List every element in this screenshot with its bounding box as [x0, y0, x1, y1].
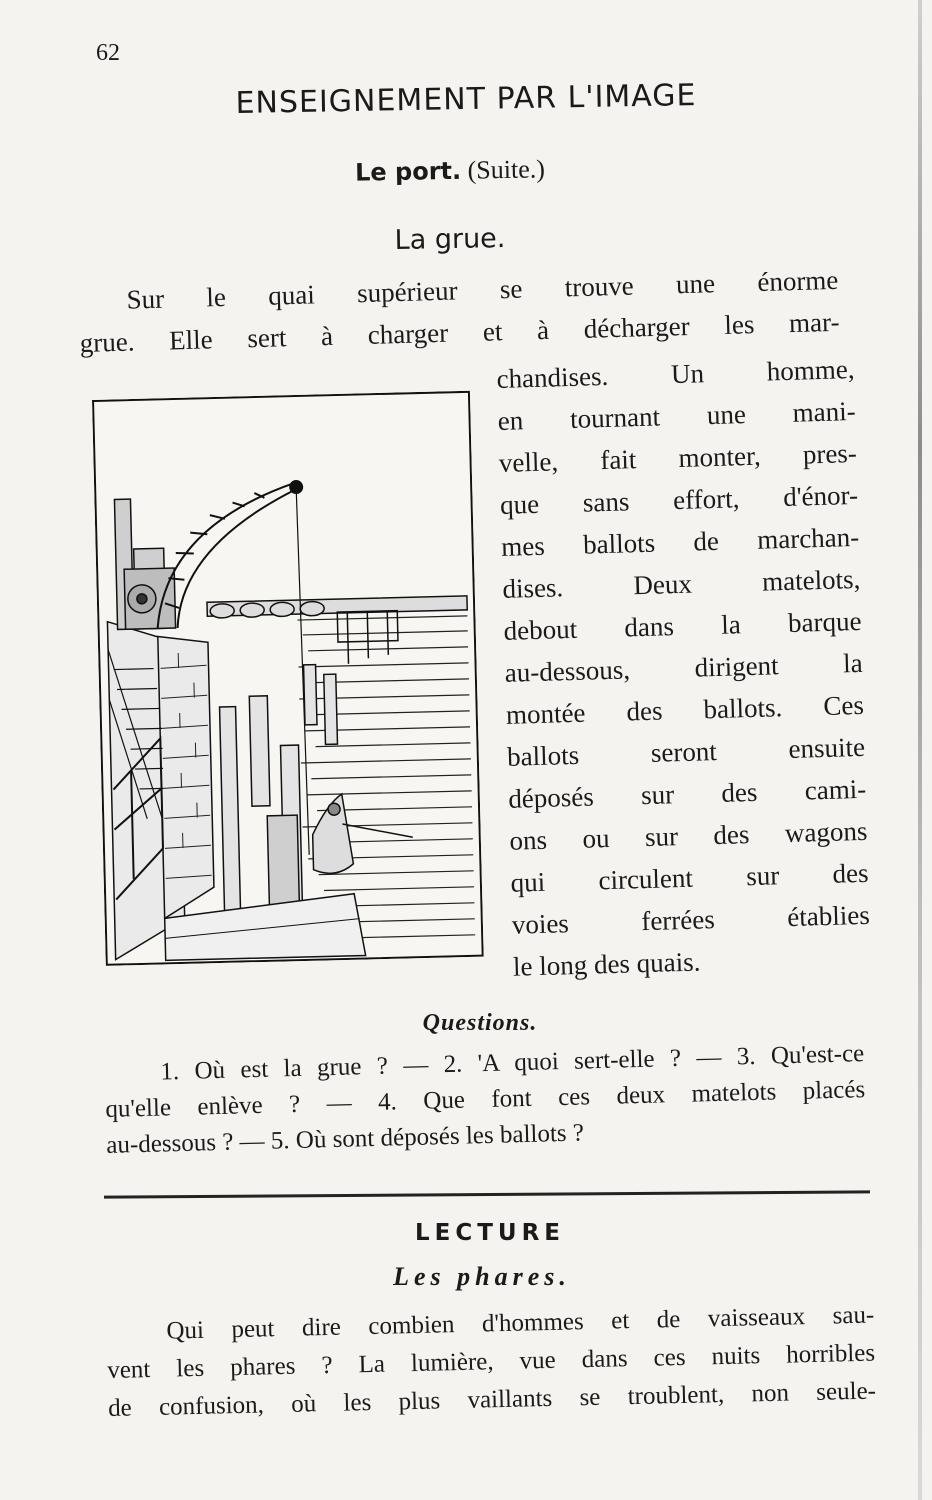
text-line: voies ferrées établies: [511, 899, 871, 940]
text-line: en tournant une mani-: [497, 395, 857, 436]
page-title: ENSEIGNEMENT PAR L'IMAGE: [235, 77, 697, 122]
text-line: debout dans la barque: [503, 605, 862, 646]
text-line: le long des quais.: [512, 946, 701, 982]
subtitle-bold: Le port.: [354, 156, 462, 187]
questions-heading: Questions.: [422, 1010, 538, 1036]
lecture-line: vent les phares ? La lumière, vue dans ces nuits horribles: [106, 1339, 876, 1384]
lecture-line: de confusion, où les plus vaillants se troublent, non seule-: [107, 1377, 877, 1422]
text-line: montée des ballots. Ces: [505, 689, 865, 730]
page-number: 62: [96, 40, 120, 66]
question-line: au-dessous ? — 5. Où sont déposés les ballots ?: [105, 1119, 585, 1159]
crane-illustration: [92, 391, 484, 966]
questions-list: [104, 1036, 867, 1164]
lesson-subtitle: [0, 148, 900, 194]
subtitle-rest: (Suite.): [467, 154, 546, 185]
section-divider: [104, 1190, 870, 1198]
question-line: 1. Où est la grue ? — 2. 'A quoi sert-elle ? — 3. Qu'est-ce: [160, 1040, 865, 1086]
lecture-paragraph: [106, 1297, 876, 1428]
wrapped-paragraph: [496, 348, 871, 988]
intro-paragraph: [78, 259, 840, 364]
section-title: La grue.: [394, 223, 506, 256]
lecture-heading: LECTURE: [414, 1220, 566, 1246]
text-line: Sur le quai supérieur se trouve une énorme: [126, 264, 839, 315]
text-line: au-dessous, dirigent la: [504, 647, 864, 688]
lecture-line: Qui peut dire combien d'hommes et de vaisseaux sau-: [166, 1301, 875, 1345]
text-line: mes ballots de marchan-: [500, 521, 860, 562]
question-line: qu'elle enlève ? — 4. Que font ces deux matelots placés: [105, 1076, 866, 1123]
text-line: ballots seront ensuite: [506, 731, 866, 772]
text-line: grue. Elle sert à charger et à décharger les mar-: [79, 306, 840, 358]
text-line: qui circulent sur des: [510, 857, 869, 898]
text-line: chandises. Un homme,: [496, 354, 855, 394]
crane-engraving: [92, 391, 484, 966]
text-line: déposés sur des cami-: [507, 773, 867, 814]
text-line: velle, fait monter, pres-: [498, 437, 858, 478]
text-line: dises. Deux matelots,: [502, 563, 861, 604]
text-line: que sans effort, d'énor-: [499, 479, 859, 520]
lecture-subheading: Les phares.: [393, 1262, 571, 1291]
text-line: ons ou sur des wagons: [509, 815, 868, 856]
